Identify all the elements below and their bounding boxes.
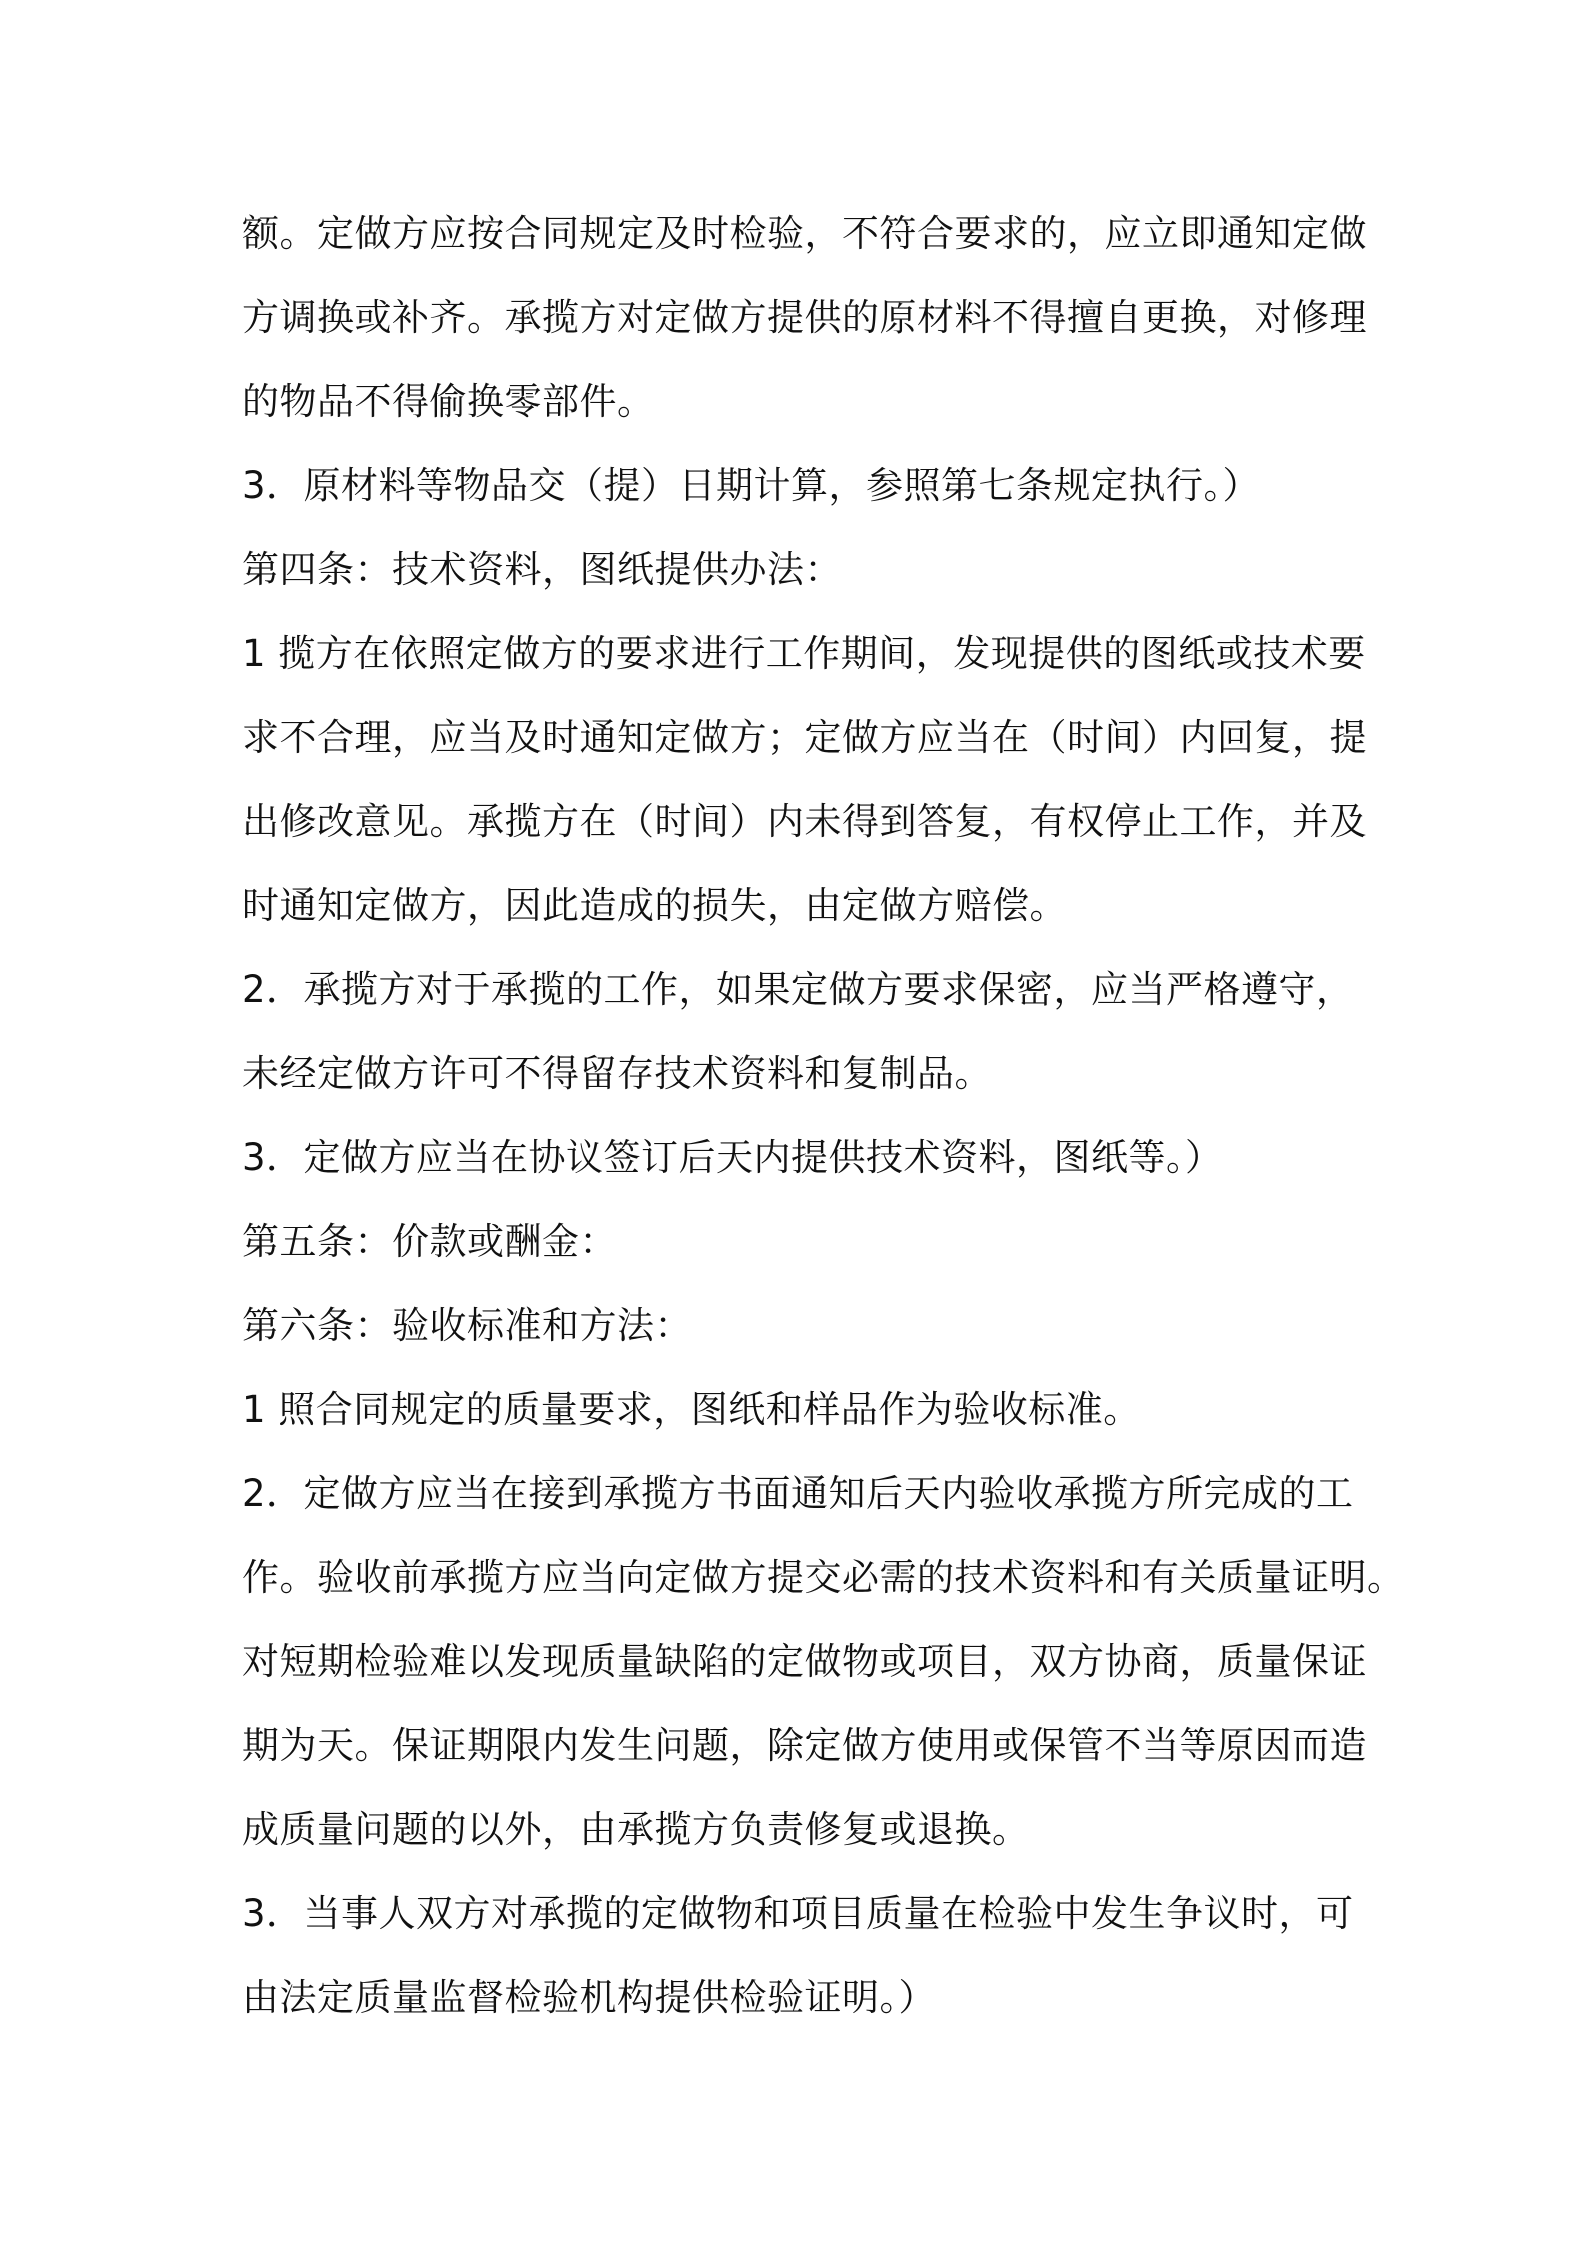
text-line: 1 揽方在依照定做方的要求进行工作期间，发现提供的图纸或技术要: [242, 632, 1366, 675]
text-line: 时通知定做方，因此造成的损失，由定做方赔偿。: [242, 884, 1067, 927]
text-line: 由法定质量监督检验机构提供检验证明。）: [242, 1976, 936, 2019]
text-line: 出修改意见。承揽方在（时间）内未得到答复，有权停止工作，并及: [242, 800, 1367, 843]
text-line: 对短期检验难以发现质量缺陷的定做物或项目，双方协商，质量保证: [242, 1640, 1367, 1683]
text-line: 未经定做方许可不得留存技术资料和复制品。: [242, 1052, 992, 1095]
text-line: 作。验收前承揽方应当向定做方提交必需的技术资料和有关质量证明。: [242, 1556, 1405, 1599]
text-line: 3．当事人双方对承揽的定做物和项目质量在检验中发生争议时，可: [242, 1892, 1354, 1935]
section-heading: 第五条：价款或酬金：: [242, 1220, 617, 1263]
text-line: 3．定做方应当在协议签订后天内提供技术资料，图纸等。）: [242, 1136, 1223, 1179]
text-line: 期为天。保证期限内发生问题，除定做方使用或保管不当等原因而造: [242, 1724, 1367, 1767]
text-line: 3．原材料等物品交（提）日期计算，参照第七条规定执行。）: [242, 464, 1261, 507]
text-line: 的物品不得偷换零部件。: [242, 380, 655, 423]
text-line: 方调换或补齐。承揽方对定做方提供的原材料不得擅自更换，对修理: [242, 296, 1367, 339]
text-line: 2．定做方应当在接到承揽方书面通知后天内验收承揽方所完成的工: [242, 1472, 1354, 1515]
text-line: 成质量问题的以外，由承揽方负责修复或退换。: [242, 1808, 1030, 1851]
document-body: [242, 192, 1405, 2040]
section-heading: 第四条：技术资料，图纸提供办法：: [242, 548, 842, 591]
text-line: 求不合理，应当及时通知定做方；定做方应当在（时间）内回复，提: [242, 716, 1367, 759]
text-line: 2．承揽方对于承揽的工作，如果定做方要求保密，应当严格遵守，: [242, 968, 1354, 1011]
text-line: 额。定做方应按合同规定及时检验，不符合要求的，应立即通知定做: [242, 212, 1367, 255]
text-line: 1 照合同规定的质量要求，图纸和样品作为验收标准。: [242, 1388, 1141, 1431]
section-heading: 第六条：验收标准和方法：: [242, 1304, 692, 1347]
